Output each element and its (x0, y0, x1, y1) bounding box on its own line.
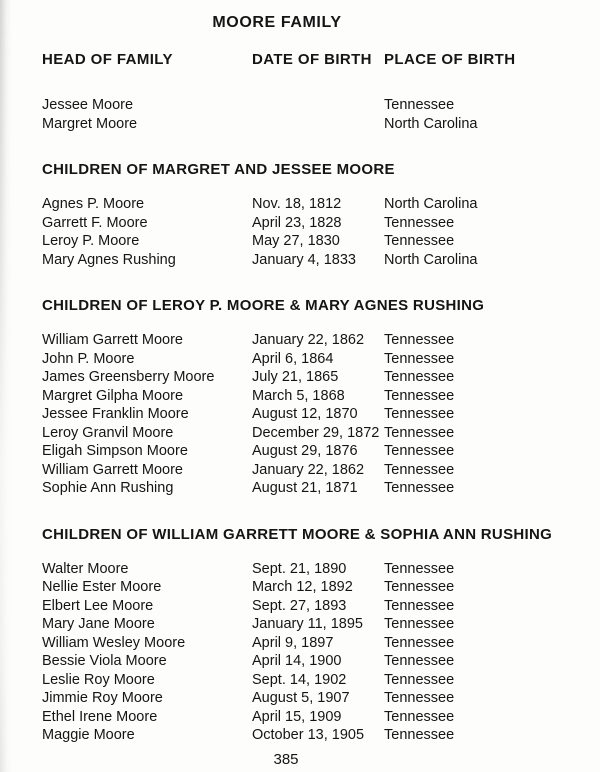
name-cell: William Garrett Moore (42, 461, 183, 478)
place-cell: Tennessee (384, 653, 455, 669)
date-cell: January 22, 1862 (252, 461, 365, 478)
date-cell: January 22, 1862 (252, 332, 365, 348)
place-cell: Tennessee (384, 690, 455, 706)
table-row (42, 331, 560, 350)
name-cell: Walter Moore (42, 560, 129, 577)
date-cell: April 15, 1909 (252, 708, 342, 725)
name-cell: Leroy P. Moore (42, 233, 140, 249)
page-number: 385 (273, 750, 299, 768)
place-cell: Tennessee (384, 616, 455, 632)
section-rows (42, 96, 560, 133)
name-cell: Agnes P. Moore (42, 196, 145, 212)
date-cell: August 12, 1870 (252, 406, 358, 422)
table-row (42, 671, 560, 690)
table-row (42, 442, 560, 461)
date-cell: March 12, 1892 (252, 579, 353, 595)
table-row (42, 405, 560, 424)
date-cell: April 14, 1900 (252, 653, 342, 669)
name-cell: Margret Gilpha Moore (42, 387, 184, 404)
table-row (42, 634, 560, 653)
column-header-date-of-birth: DATE OF BIRTH (252, 51, 372, 68)
place-cell: Tennessee (384, 214, 455, 231)
table-row (42, 652, 560, 671)
section-rows (42, 195, 560, 269)
place-cell: Tennessee (384, 369, 455, 385)
family-sections (42, 96, 560, 745)
name-cell: Mary Jane Moore (42, 616, 155, 632)
date-cell: April 9, 1897 (252, 634, 334, 651)
family-section (42, 526, 560, 745)
place-cell: Tennessee (384, 708, 455, 725)
table-row (42, 461, 560, 480)
place-cell: Tennessee (384, 97, 455, 113)
name-cell: Leslie Roy Moore (42, 671, 155, 688)
place-cell: Tennessee (384, 233, 455, 249)
name-cell: Mary Agnes Rushing (42, 251, 176, 268)
date-cell: January 11, 1895 (252, 616, 363, 632)
date-cell: July 21, 1865 (252, 369, 339, 385)
place-cell: Tennessee (384, 461, 455, 478)
name-cell: Eligah Simpson Moore (42, 443, 188, 459)
place-cell: Tennessee (384, 560, 455, 577)
place-cell: North Carolina (384, 115, 478, 132)
name-cell: Leroy Granvil Moore (42, 424, 174, 441)
name-cell: Jessee Franklin Moore (42, 406, 189, 422)
place-cell: Tennessee (384, 480, 455, 496)
name-cell: William Wesley Moore (42, 634, 186, 651)
page-title: MOORE FAMILY (212, 14, 342, 31)
table-row (42, 387, 560, 406)
table-row (42, 597, 560, 616)
table-row (42, 689, 560, 708)
date-cell: January 4, 1833 (252, 251, 356, 268)
section-rows (42, 331, 560, 498)
date-cell: May 27, 1830 (252, 233, 340, 249)
date-cell: December 29, 1872 (252, 424, 380, 441)
name-cell: Margret Moore (42, 115, 138, 132)
date-cell: August 5, 1907 (252, 690, 350, 706)
table-row (42, 195, 560, 214)
date-cell: March 5, 1868 (252, 387, 345, 404)
name-cell: Jimmie Roy Moore (42, 690, 163, 706)
date-cell: Sept. 21, 1890 (252, 560, 347, 577)
place-cell: North Carolina (384, 251, 478, 268)
place-cell: Tennessee (384, 634, 455, 651)
place-cell: Tennessee (384, 443, 455, 459)
table-row (42, 479, 560, 498)
date-cell: Nov. 18, 1812 (252, 196, 342, 212)
place-cell: Tennessee (384, 406, 455, 422)
place-cell: Tennessee (384, 350, 455, 367)
date-cell: April 23, 1828 (252, 214, 342, 231)
place-cell: Tennessee (384, 332, 455, 348)
scan-edge-artifact (0, 0, 12, 772)
name-cell: Elbert Lee Moore (42, 597, 154, 614)
family-section (42, 297, 560, 498)
section-heading: CHILDREN OF LEROY P. MOORE & MARY AGNES RUSHING (42, 297, 485, 314)
table-row (42, 726, 560, 745)
table-row (42, 578, 560, 597)
family-section (42, 161, 560, 269)
column-header-head-of-family: HEAD OF FAMILY (42, 51, 173, 68)
section-heading: CHILDREN OF WILLIAM GARRETT MOORE & SOPHIA ANN RUSHING (42, 525, 553, 543)
table-row (42, 232, 560, 251)
date-cell: August 29, 1876 (252, 443, 358, 459)
table-row (42, 214, 560, 233)
table-row (42, 115, 560, 134)
name-cell: Maggie Moore (42, 727, 135, 743)
place-cell: Tennessee (384, 387, 455, 404)
date-cell: Sept. 14, 1902 (252, 671, 347, 688)
date-cell: August 21, 1871 (252, 480, 358, 496)
name-cell: Ethel Irene Moore (42, 708, 158, 725)
name-cell: William Garrett Moore (42, 332, 183, 348)
table-row (42, 708, 560, 727)
name-cell: John P. Moore (42, 350, 135, 367)
date-cell (252, 115, 384, 134)
place-cell: Tennessee (384, 597, 455, 614)
name-cell: James Greensberry Moore (42, 369, 215, 385)
table-row (42, 350, 560, 369)
table-row (42, 368, 560, 387)
column-header-place-of-birth: PLACE OF BIRTH (384, 51, 516, 68)
date-cell: April 6, 1864 (252, 350, 334, 367)
place-cell: Tennessee (384, 579, 455, 595)
place-cell: Tennessee (384, 727, 455, 743)
name-cell: Sophie Ann Rushing (42, 480, 174, 496)
column-headers (42, 51, 560, 69)
place-cell: Tennessee (384, 424, 455, 441)
place-cell: Tennessee (384, 671, 455, 688)
table-row (42, 424, 560, 443)
table-row (42, 96, 560, 115)
name-cell: Bessie Viola Moore (42, 653, 167, 669)
name-cell: Nellie Ester Moore (42, 579, 162, 595)
date-cell: Sept. 27, 1893 (252, 597, 347, 614)
table-row (42, 251, 560, 270)
name-cell: Garrett F. Moore (42, 214, 148, 231)
name-cell: Jessee Moore (42, 97, 134, 113)
date-cell: October 13, 1905 (252, 727, 365, 743)
table-row (42, 615, 560, 634)
table-row (42, 560, 560, 579)
section-heading: CHILDREN OF MARGRET AND JESSEE MOORE (42, 161, 395, 178)
section-rows (42, 560, 560, 745)
place-cell: North Carolina (384, 196, 478, 212)
family-section (42, 96, 560, 133)
date-cell (252, 96, 384, 115)
